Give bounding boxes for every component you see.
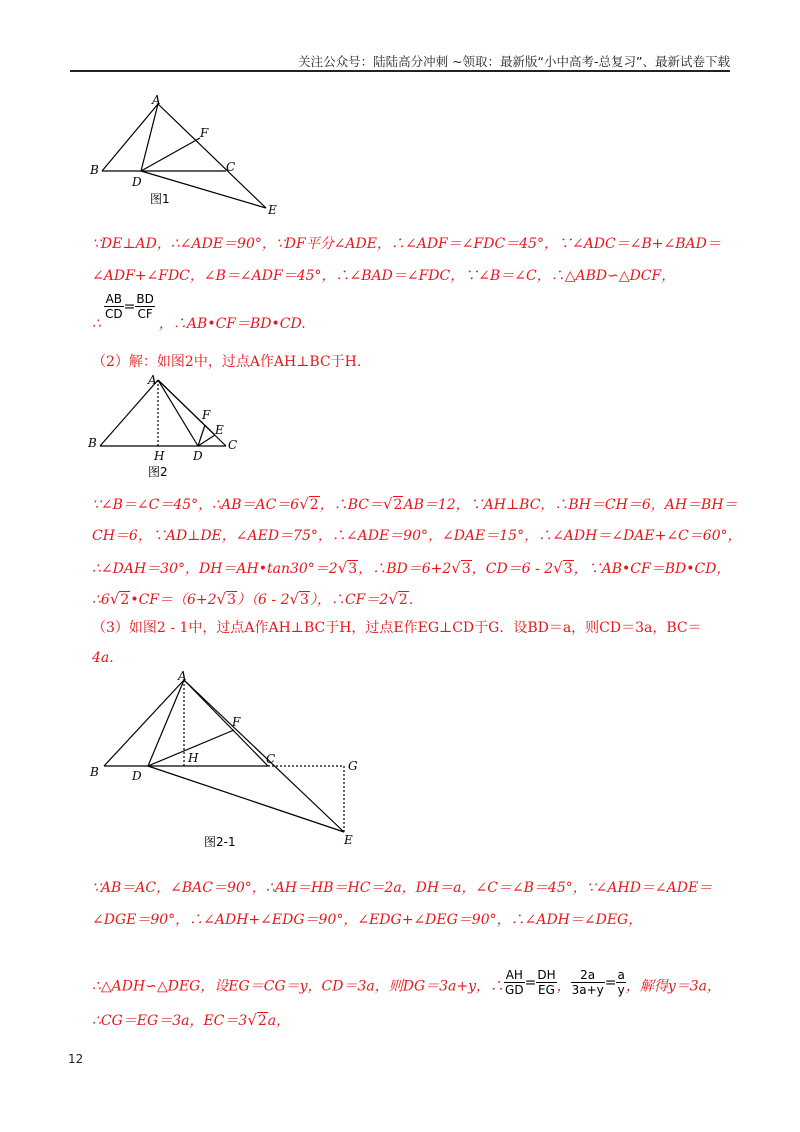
fig3-label-d: D bbox=[132, 769, 142, 783]
fig2-label-h: H bbox=[154, 449, 165, 463]
fig3-label-e: E bbox=[344, 833, 353, 847]
fig2-label-f: F bbox=[202, 408, 211, 422]
solution-line-3b: ∴ ，∴AB•CF＝BD•CD. bbox=[92, 316, 306, 332]
fig1-caption: 图1 bbox=[150, 192, 170, 206]
fig1-label-c: C bbox=[226, 160, 236, 174]
solution-line-12: ∠DGE＝90°，∴∠ADH+∠EDG＝90°，∠EDG+∠DEG＝90°，∴∠ADH＝∠DEG， bbox=[92, 912, 643, 928]
solution-line-3: $\frac{AB}{CD}$ = $\frac{BD}{CF}$ bbox=[105, 292, 154, 321]
fig3-label-h: H bbox=[188, 751, 199, 765]
fig3-label-c: C bbox=[266, 752, 276, 766]
fig1-label-f: F bbox=[200, 126, 209, 140]
figure-2 bbox=[88, 370, 248, 480]
fig2-label-a: A bbox=[148, 373, 157, 387]
fig2-label-c: C bbox=[228, 438, 238, 452]
solution-line-11: ∵AB＝AC，∠BAC＝90°，∴AH＝HB＝HC＝2a，DH＝a，∠C＝∠B＝45°，∵∠AHD＝∠ADE＝ bbox=[92, 880, 713, 896]
solution-line-1: ∵DE⊥AD，∴∠ADE＝90°，∵DF平分∠ADE，∴∠ADF＝∠FDC＝45°，∵∠ADC＝∠B+∠BAD＝ bbox=[92, 236, 721, 252]
fig3-caption: 图2-1 bbox=[204, 835, 236, 849]
fig2-label-d: D bbox=[193, 449, 203, 463]
figure-1 bbox=[88, 92, 288, 217]
fig1-label-e: E bbox=[268, 203, 277, 217]
fig2-label-b: B bbox=[88, 436, 97, 450]
fig1-label-b: B bbox=[90, 163, 99, 177]
fraction-2a-3a-y: $\frac{2a}{3a+y}$ bbox=[571, 968, 604, 997]
fig1-label-d: D bbox=[132, 175, 142, 189]
fig2-label-e: E bbox=[215, 423, 224, 437]
solution-line-6: CH＝6，∵AD⊥DE，∠AED＝75°，∴∠ADE＝90°，∠DAE＝15°，∴∠ADH＝∠DAE+∠C＝60°， bbox=[92, 528, 742, 544]
fraction-bd-cf: $\frac{BD}{CF}$ bbox=[136, 292, 154, 321]
figure-2-1 bbox=[86, 668, 376, 860]
fig2-caption: 图2 bbox=[148, 465, 168, 479]
solution-line-2: ∠ADF+∠FDC，∠B＝∠ADF＝45°，∴∠BAD＝∠FDC，∵∠B＝∠C，∴△ABD∽△DCF， bbox=[92, 268, 676, 284]
solution-line-4: （2）解：如图2中，过点A作AH⊥BC于H. bbox=[92, 354, 362, 370]
fraction-ab-cd: $\frac{AB}{CD}$ bbox=[105, 292, 123, 321]
fig3-label-a: A bbox=[178, 669, 187, 683]
page-header: 关注公众号：陆陆高分冲刺 ~领取：最新版“小中高考-总复习”、最新试卷下载 bbox=[298, 54, 730, 69]
header-rule bbox=[70, 70, 730, 72]
fig3-label-g: G bbox=[348, 759, 358, 773]
fig1-label-a: A bbox=[152, 93, 161, 107]
page-number: 12 bbox=[68, 1052, 84, 1066]
solution-line-10: 4a. bbox=[92, 650, 114, 666]
fraction-ah-gd: $\frac{AH}{GD}$ bbox=[505, 968, 524, 997]
solution-line-9: （3）如图2 - 1中，过点A作AH⊥BC于H，过点E作EG⊥CD于G．设BD＝a，则CD＝3a，BC＝ bbox=[92, 620, 702, 636]
solution-line-13: ∴△ADH∽△DEG，设EG＝CG＝y，CD＝3a，则DG＝3a+y，∴ $\frac{AH}{GD}$ = $\frac{DH}{EG}$ ， $\frac{2a}{3a+y}$ = $\frac{a}{y}$ ，解得y＝3a， bbox=[92, 968, 722, 997]
solution-line-14: ∴CG＝EG＝3a，EC＝3√2a， bbox=[92, 1011, 291, 1029]
fraction-dh-eg: $\frac{DH}{EG}$ bbox=[537, 968, 556, 997]
solution-line-5: ∵∠B＝∠C＝45°，∴AB＝AC＝6√2，∴BC＝√2AB＝12，∵AH⊥BC，∴BH＝CH＝6，AH＝BH＝ bbox=[92, 495, 738, 513]
fig3-label-f: F bbox=[232, 715, 241, 729]
fig3-label-b: B bbox=[90, 765, 99, 779]
solution-line-8: ∴6√2•CF＝（6+2√3）（6 - 2√3），∴CF＝2√2. bbox=[92, 590, 414, 608]
fraction-a-y: $\frac{a}{y}$ bbox=[617, 968, 625, 997]
solution-line-7: ∴∠DAH＝30°，DH＝AH•tan30°＝2√3，∴BD＝6+2√3，CD＝6 - 2√3，∵AB•CF＝BD•CD， bbox=[92, 559, 731, 577]
